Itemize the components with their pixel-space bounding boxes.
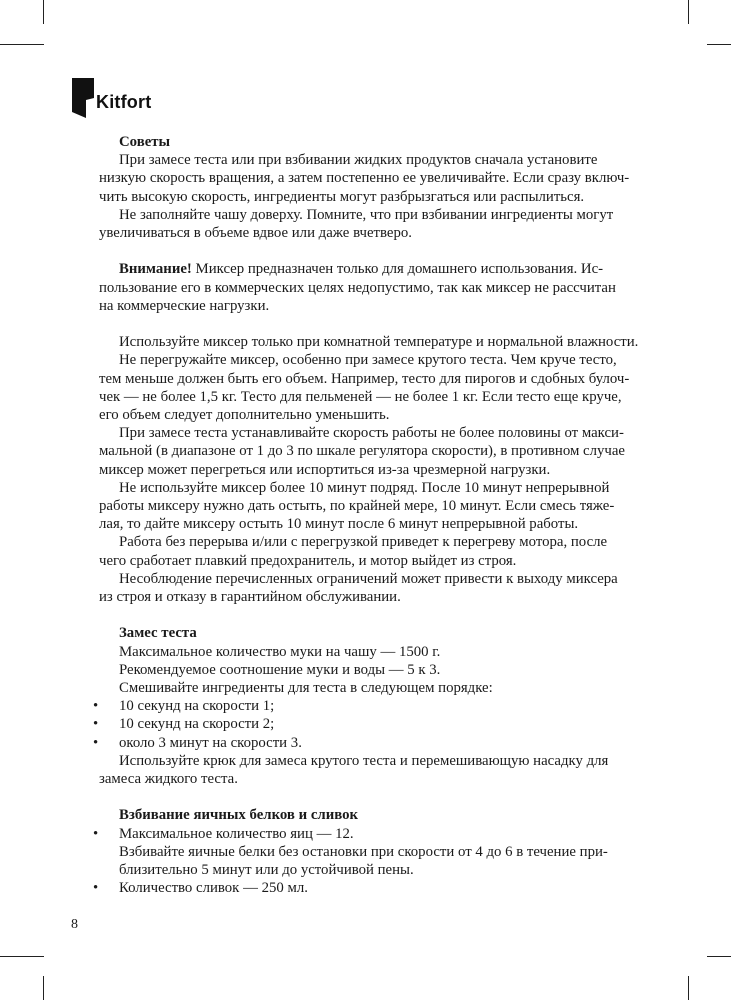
crop-mark <box>43 976 44 1000</box>
text-line: Рекомендуемое соотношение муки и воды — 5 к 3. <box>119 661 441 678</box>
text-line: на коммерческие нагрузки. <box>99 297 270 314</box>
kitfort-logo-icon <box>72 78 94 118</box>
page-number: 8 <box>71 917 78 932</box>
section-heading: Замес теста <box>119 625 197 642</box>
list-item <box>93 734 647 752</box>
text-line: чек — не более 1,5 кг. Тесто для пельменей — не более 1 кг. Если тесто еще круче, <box>99 388 622 405</box>
list-item-text: 10 секунд на скорости 1; <box>119 698 275 715</box>
text-line: из строя и отказу в гарантийном обслуживании. <box>99 589 401 606</box>
text-line: Смешивайте ингредиенты для теста в следующем порядке: <box>119 680 493 697</box>
brand-name: Kitfort <box>96 92 152 112</box>
list-item <box>93 825 647 843</box>
text-line: тем меньше должен быть его объем. Например, тесто для пирогов и сдобных булоч- <box>99 370 630 387</box>
text-line: миксер может перегреться или испортиться из-за чрезмерной нагрузки. <box>99 461 551 478</box>
text-line: его объем следует дополнительно уменьшить. <box>99 407 390 424</box>
bullet: • <box>93 698 99 715</box>
section-heading: Советы <box>119 134 171 150</box>
bullet: • <box>93 716 99 733</box>
list-item <box>93 715 647 733</box>
text-line: Взбивайте яичные белки без остановки при скорости от 4 до 6 в течение при- <box>119 843 608 860</box>
text-line: Несоблюдение перечисленных ограничений может привести к выходу миксера <box>119 570 618 587</box>
warning-line <box>99 260 647 278</box>
crop-mark <box>0 956 44 957</box>
list-item <box>93 697 647 715</box>
text-line: лая, то дайте миксеру остыть 10 минут после 6 минут непрерывной работы. <box>99 516 579 533</box>
text-line: работы миксеру нужно дать остыть, по крайней мере, 10 минут. Если смесь тяже- <box>99 498 615 515</box>
bullet: • <box>93 825 99 842</box>
bullet: • <box>93 880 99 897</box>
text-line: Используйте крюк для замеса крутого теста и перемешивающую насадку для <box>119 752 609 769</box>
text-line: чить высокую скорость, ингредиенты могут разбрызгаться или распылиться. <box>99 188 585 205</box>
manual-text <box>93 133 647 897</box>
list-item-text: около 3 минут на скорости 3. <box>119 734 302 751</box>
crop-mark <box>0 44 44 45</box>
text-line: чего сработает плавкий предохранитель, и мотор выйдет из строя. <box>99 552 517 569</box>
list-item <box>93 879 647 897</box>
crop-mark <box>707 44 731 45</box>
text-line: Работа без перерыва и/или с перегрузкой приведет к перегреву мотора, после <box>119 534 608 551</box>
text-line: Максимальное количество муки на чашу — 1500 г. <box>119 643 441 660</box>
text-line: Не используйте миксер более 10 минут подряд. После 10 минут непрерывной <box>119 479 610 496</box>
crop-mark <box>707 956 731 957</box>
text-line: близительно 5 минут или до устойчивой пены. <box>119 862 414 879</box>
text-line: Не перегружайте миксер, особенно при замесе крутого теста. Чем круче тесто, <box>119 352 617 369</box>
text-line: При замесе теста устанавливайте скорость работы не более половины от макси- <box>119 425 624 442</box>
text-line: Не заполняйте чашу доверху. Помните, что при взбивании ингредиенты могут <box>119 206 614 223</box>
bullet: • <box>93 734 99 751</box>
text-line: увеличиваться в объеме вдвое или даже вчетверо. <box>99 225 412 242</box>
text-line: низкую скорость вращения, а затем постепенно ее увеличивайте. Если сразу включ- <box>99 170 630 187</box>
text-line: мальной (в диапазоне от 1 до 3 по шкале регулятора скорости), в противном случае <box>99 443 625 460</box>
crop-mark <box>43 0 44 24</box>
warning-label: Внимание! <box>119 261 192 278</box>
text-line: Используйте миксер только при комнатной температуре и нормальной влажности. <box>119 334 639 351</box>
list-item-text: 10 секунд на скорости 2; <box>119 716 275 733</box>
text-line: пользование его в коммерческих целях недопустимо, так как миксер не рассчитан <box>99 279 616 296</box>
text-line: При замесе теста или при взбивании жидких продуктов сначала установите <box>119 152 598 169</box>
list-item-text: Максимальное количество яиц — 12. <box>119 825 354 842</box>
crop-mark <box>688 0 689 24</box>
text-fragment: Миксер предназначен только для домашнего использования. Ис- <box>191 261 604 278</box>
list-item-text: Количество сливок — 250 мл. <box>119 880 308 897</box>
crop-mark <box>688 976 689 1000</box>
text-line: замеса жидкого теста. <box>99 771 238 788</box>
section-heading: Взбивание яичных белков и сливок <box>119 807 359 824</box>
